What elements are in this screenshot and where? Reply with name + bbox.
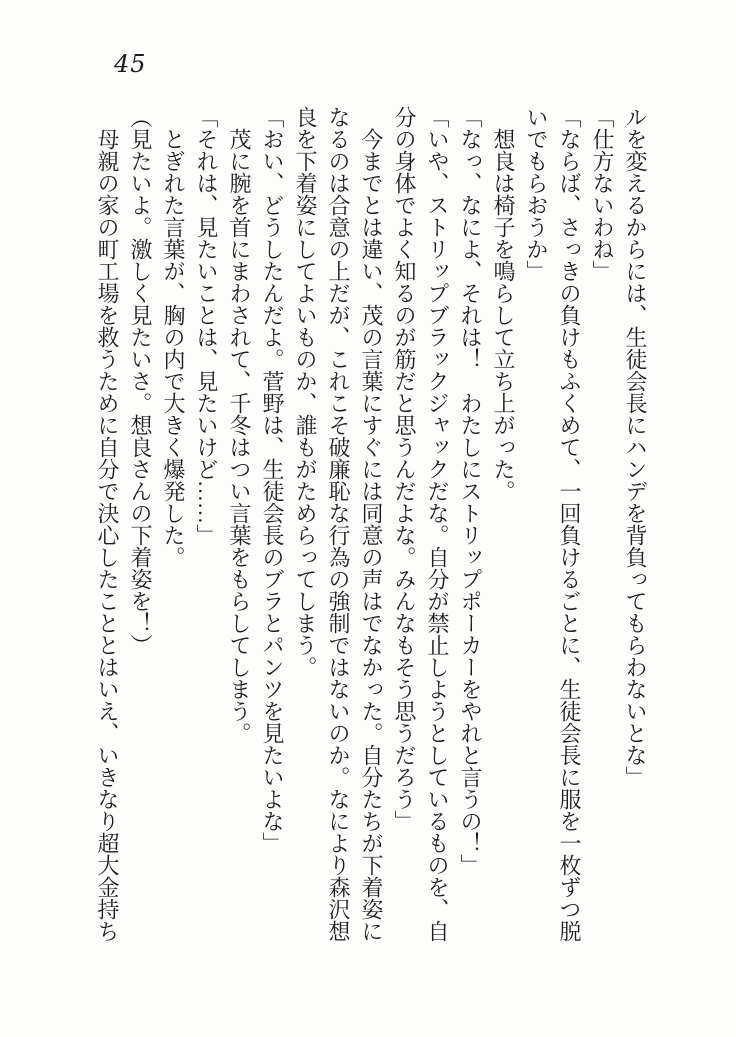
- paragraph: 「それは、見たいことは、見たいけど……」: [194, 106, 219, 546]
- paragraph: 「ならば、さっきの負けもふくめて、一回負けるごとに、生徒会長に服を一枚ずつ脱いでもらおうか」: [524, 106, 582, 942]
- paragraph: 「なっ、なによ、それは！ わたしにストリップポーカーをやれと言うの！」: [458, 106, 483, 876]
- paragraph: ルを変えるからには、生徒会長にハンデを背負ってもらわないとな」: [623, 106, 648, 788]
- text-block: [91, 106, 652, 948]
- paragraph: （見たいよ。激しく見たいさ。想良さんの下着姿を！）: [128, 106, 153, 656]
- paragraph: とぎれた言葉が、胸の内で大きく爆発した。: [161, 106, 186, 568]
- paragraph: 母親の家の町工場を救うために自分で決心したこととはいえ、いきなり超大金持ち: [95, 106, 120, 942]
- page-number: 45: [114, 50, 147, 78]
- paragraph: 茂に腕を首にまわされて、千冬はつい言葉をもらしてしまう。: [227, 106, 252, 744]
- paragraph: 今までとは違い、茂の言葉にすぐには同意の声はでなかった。自分たちが下着姿になるのは合意の上だが、これこそ破廉恥な行為の強制ではないのか。なにより森沢想良を下着姿にしてよいものか、誰もがためらってしまう。: [293, 106, 384, 942]
- paragraph: 「いや、ストリップブラックジャックだな。自分が禁止しようとしているものを、自分の身体でよく知るのが筋だと思うんだよな。みんなもそう思うだろう」: [392, 106, 450, 942]
- paragraph: 「おい、どうしたんだよ。菅野は、生徒会長のブラとパンツを見たいよな」: [260, 106, 285, 854]
- paragraph: 想良は椅子を鳴らして立ち上がった。: [491, 106, 516, 502]
- paragraph: 「仕方ないわね」: [590, 106, 615, 282]
